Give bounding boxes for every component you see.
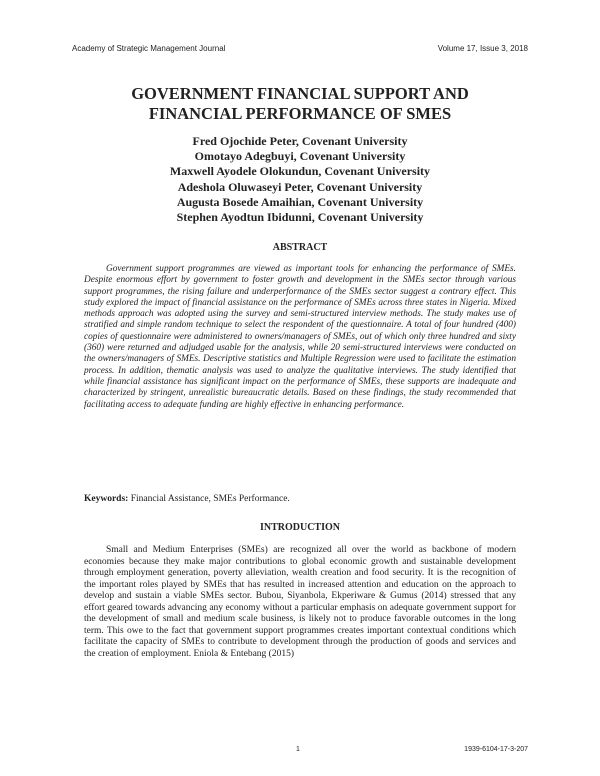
- keywords-label: Keywords:: [84, 494, 129, 504]
- journal-name: Academy of Strategic Management Journal: [72, 44, 226, 53]
- abstract-text: [84, 264, 516, 411]
- author: Fred Ojochide Peter, Covenant University: [192, 134, 408, 148]
- title-line-2: FINANCIAL PERFORMANCE OF SMES: [148, 104, 452, 123]
- issn: 1939-6104-17-3-207: [464, 746, 528, 753]
- introduction-body: Small and Medium Enterprises (SMEs) are recognized all over the world as backbone of modern economies because they make major contributions to global economic growth and sustainable development through employment generation, poverty alleviation, wealth creation and food security. It is the recognition of the important roles played by SMEs that has resulted in increased attention and education on the approach to develop and sustain a viable SMEs sector. Bubou, Siyanbola, Ekperiware & Gumus (2014) stressed that any effort geared towards advancing any economy without a particular emphasis on adequate government support for the development of small and medium scale business, is likely not to produce favorable outcomes in the long term. This owe to the fact that government support programmes creates important contextual conditions which facilitate the capacity of SMEs to contribute to development through the production of goods and services and the creation of employment. Eniola & Entebang (2015): [84, 545, 516, 659]
- page-number: 1: [296, 746, 300, 753]
- introduction-text: [84, 545, 516, 660]
- author-list: [60, 134, 540, 225]
- author: Adeshola Oluwaseyi Peter, Covenant University: [177, 179, 423, 194]
- title-line-1: GOVERNMENT FINANCIAL SUPPORT AND: [131, 84, 469, 103]
- abstract-heading: ABSTRACT: [272, 242, 328, 253]
- author: Maxwell Ayodele Olokundun, Covenant University: [169, 164, 431, 179]
- keywords-text: Financial Assistance, SMEs Performance.: [130, 494, 290, 504]
- author: Omotayo Adegbuyi, Covenant University: [194, 149, 406, 164]
- author: Augusta Bosede Amaihian, Covenant University: [176, 194, 424, 209]
- paper-title: [60, 84, 540, 124]
- author: Stephen Ayodtun Ibidunni, Covenant University: [176, 210, 424, 225]
- abstract-body: Government support programmes are viewed as important tools for enhancing the performance of SMEs. Despite enormous effort by government to foster growth and development in the SMEs sector through various support programmes, the rising failure and underperformance of the SMEs sector suggest a contrary effect. This study explored the impact of financial assistance on the performance of SMEs across three states in Nigeria. Mixed methods approach was adopted using the survey and semi-structured interview methods. The study makes use of stratified and simple random technique to select the respondent of the questionnaire. A total of four hundred (400) copies of questionnaire were administered to owners/managers of SMEs, out of which only three hundred and sixty (360) were returned and adjudged usable for the analysis, while 20 semi-structured interviews were conducted on the owners/managers of SMEs. Descriptive statistics and Multiple Regression were used to facilitate the estimation process. In addition, thematic analysis was used to analyze the qualitative interviews. The study identified that while financial assistance has significant impact on the performance of SMEs, these supports are inadequate and characterized by stringent, unrealistic bureaucratic details. Based on these findings, the study recommended that facilitating access to adequate funding are highly effective in enhancing performance.: [84, 264, 516, 410]
- keywords: [84, 494, 516, 504]
- introduction-heading: INTRODUCTION: [259, 522, 340, 533]
- volume-issue: Volume 17, Issue 3, 2018: [437, 44, 528, 53]
